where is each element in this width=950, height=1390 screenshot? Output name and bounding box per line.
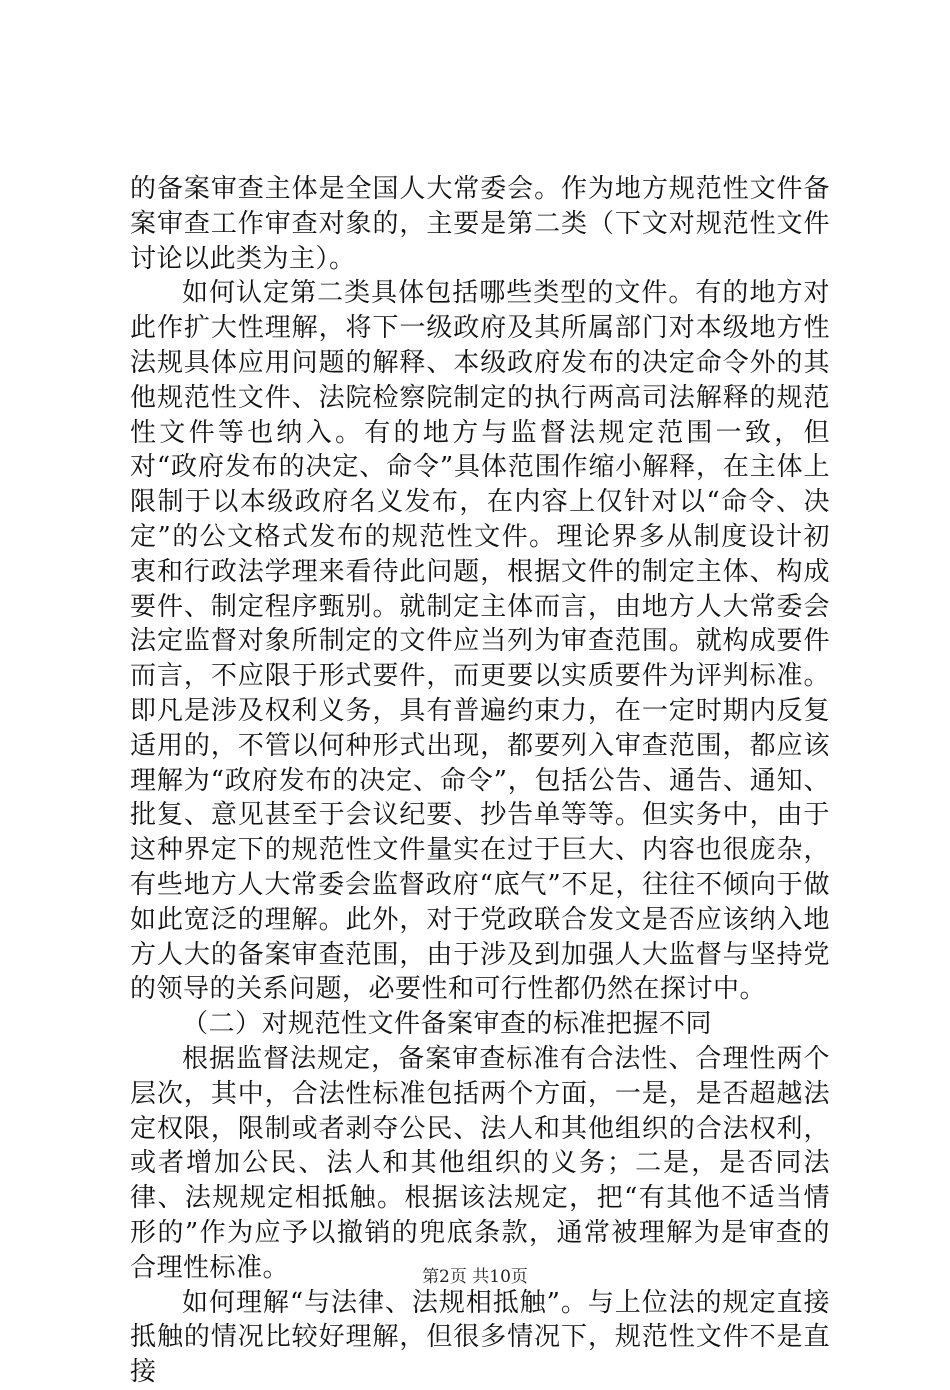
paragraph-1: 的备案审查主体是全国人大常委会。作为地方规范性文件备案审查工作审查对象的，主要是第二类（下文对规范性文件讨论以此类为主）。 bbox=[130, 174, 830, 274]
section-heading: （二）对规范性文件备案审查的标准把握不同 bbox=[182, 1009, 713, 1040]
body-text bbox=[130, 172, 830, 1390]
page-footer: 第2页 共10页 bbox=[422, 1267, 528, 1287]
paragraph-3: 根据监督法规定，备案审查标准有合法性、合理性两个层次，其中，合法性标准包括两个方面，一是，是否超越法定权限，限制或者剥夺公民、法人和其他组织的合法权利，或者增加公民、法人和其他组织的义务；二是，是否同法律、法规规定相抵触。根据该法规定，把“有其他不适当情形的”作为应予以撤销的兜底条款，通常被理解为是审查的合理性标准。 bbox=[130, 1043, 830, 1283]
paragraph-2: 如何认定第二类具体包括哪些类型的文件。有的地方对此作扩大性理解，将下一级政府及其所属部门对本级地方性法规具体应用问题的解释、本级政府发布的决定命令外的其他规范性文件、法院检察院制定的执行两高司法解释的规范性文件等也纳入。有的地方与监督法规定范围一致，但对“政府发布的决定、命令”具体范围作缩小解释，在主体上限制于以本级政府名义发布，在内容上仅针对以“命令、决定”的公文格式发布的规范性文件。理论界多从制度设计初衷和行政法学理来看待此问题，根据文件的制定主体、构成要件、制定程序甄别。就制定主体而言，由地方人大常委会法定监督对象所制定的文件应当列为审查范围。就构成要件而言，不应限于形式要件，而更要以实质要件为评判标准。即凡是涉及权利义务，具有普遍约束力，在一定时期内反复适用的，不管以何种形式出现，都要列入审查范围，都应该理解为“政府发布的决定、命令”，包括公告、通告、通知、批复、意见甚至于会议纪要、抄告单等等。但实务中，由于这种界定下的规范性文件量实在过于巨大、内容也很庞杂，有些地方人大常委会监督政府“底气”不足，往往不倾向于做如此宽泛的理解。此外，对于党政联合发文是否应该纳入地方人大的备案审查范围，由于涉及到加强人大监督与坚持党的领导的关系问题，必要性和可行性都仍然在探讨中。 bbox=[130, 278, 830, 1005]
paragraph-4: 如何理解“与法律、法规相抵触”。与上位法的规定直接抵触的情况比较好理解，但很多情况下，规范性文件不是直接 bbox=[130, 1287, 830, 1388]
